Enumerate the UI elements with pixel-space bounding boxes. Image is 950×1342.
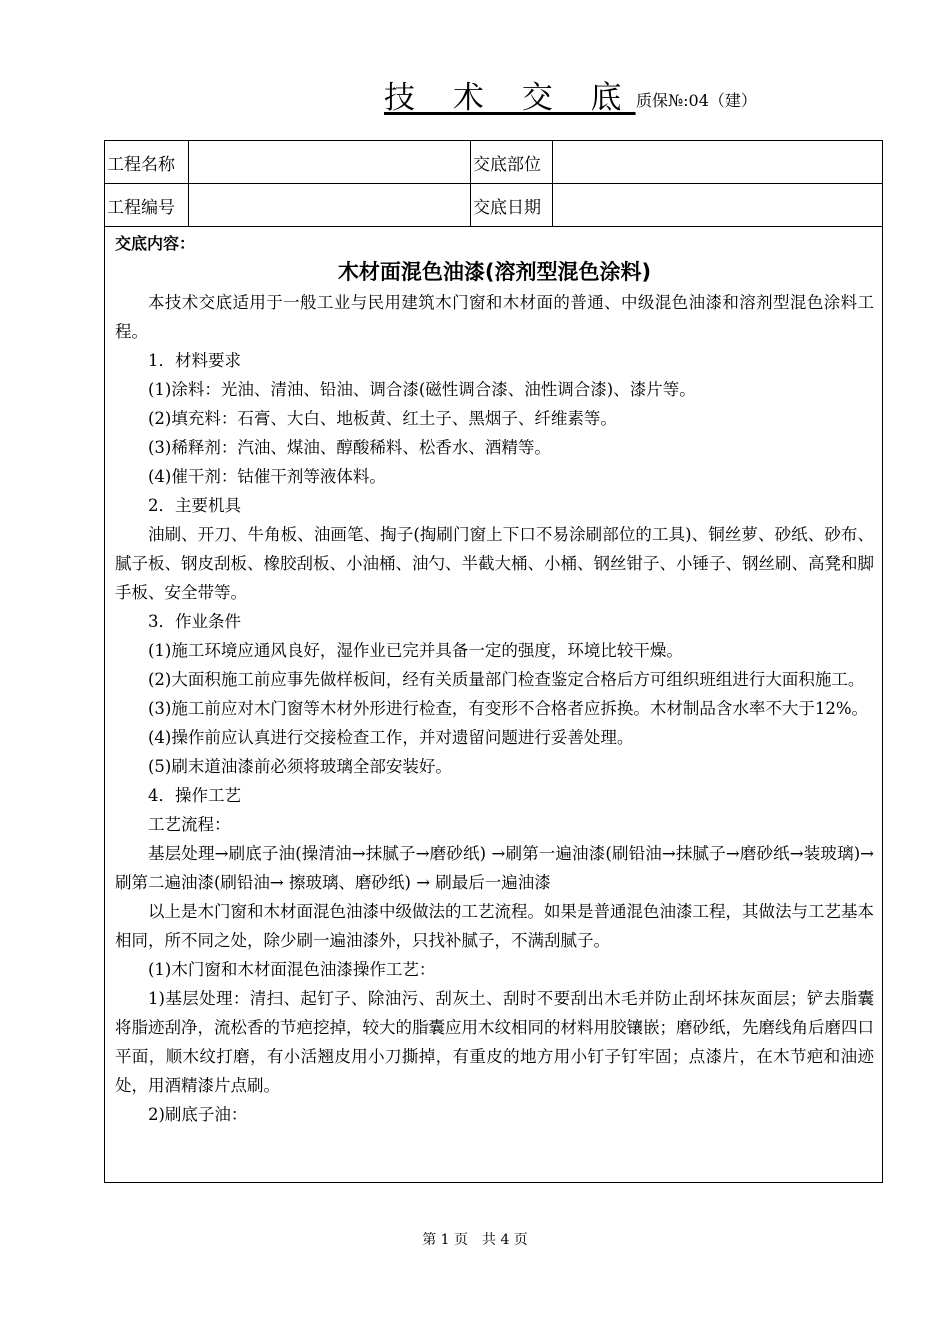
project-name-label: 工程名称 [105,141,189,183]
paragraph: 2)刷底子油： [148,1105,248,1124]
paragraph: (2)填充料：石膏、大白、地板黄、红土子、黑烟子、纤维素等。 [148,409,617,428]
content-title: 木材面混色油漆(溶剂型混色涂料) [337,260,652,284]
content-section-label: 交底内容： [115,234,196,253]
paragraph: 工艺流程： [148,815,231,834]
paragraph: 本技术交底适用于一般工业与民用建筑木门窗和木材面的普通、中级混色油漆和溶剂型混色涂料工程。 [115,293,874,341]
disclosure-content [115,227,874,1129]
paragraph: (3)稀释剂：汽油、煤油、醇酸稀料、松香水、酒精等。 [148,438,551,457]
disclosure-part-field[interactable] [553,141,882,183]
paragraph: (2)大面积施工前应事先做样板间，经有关质量部门检查鉴定合格后方可组织班组进行大面积施工。 [148,670,865,689]
paragraph: (3)施工前应对木门窗等木材外形进行检查，有变形不合格者应拆换。木材制品含水率不大于12%。 [148,699,869,718]
project-name-field[interactable] [189,141,471,183]
info-row-1 [105,141,882,184]
paragraph: 1．材料要求 [148,351,241,370]
paragraph: 油刷、开刀、牛角板、油画笔、掏子(掏刷门窗上下口不易涂刷部位的工具)、铜丝萝、砂纸、砂布、腻子板、钢皮刮板、橡胶刮板、小油桶、油勺、半截大桶、小桶、钢丝钳子、小锤子、钢丝刷、高凳和脚手板、安全带等。 [115,525,874,602]
disclosure-form [104,140,883,1183]
paragraph: (1)涂料：光油、清油、铅油、调合漆(磁性调合漆、油性调合漆)、漆片等。 [148,380,696,399]
page-number: 第 1 页 共 4 页 [422,1232,528,1248]
info-row-2 [105,184,882,227]
project-number-label: 工程编号 [105,184,189,226]
paragraph: (1)木门窗和木材面混色油漆操作工艺： [148,960,436,979]
paragraph: 2．主要机具 [148,496,241,515]
disclosure-part-label: 交底部位 [471,141,553,183]
paragraph: 1)基层处理：清扫、起钉子、除油污、刮灰土、刮时不要刮出木毛并防止刮坏抹灰面层；铲去脂囊将脂迹刮净，流松香的节疤挖掉，较大的脂囊应用木纹相同的材料用胶镶嵌；磨砂纸，先磨线角后磨四口平面，顺木纹打磨，有小活翘皮用小刀撕掉，有重皮的地方用小钉子钉牢固；点漆片，在木节疤和油迹处，用酒精漆片点刷。 [115,989,874,1095]
paragraph: 4．操作工艺 [148,786,241,805]
paragraph: (4)操作前应认真进行交接检查工作，并对遗留问题进行妥善处理。 [148,728,634,747]
paragraph: 基层处理→刷底子油(操清油→抹腻子→磨砂纸) →刷第一遍油漆(刷铅油→抹腻子→磨砂纸→装玻璃)→刷第二遍油漆(刷铅油→ 擦玻璃、磨砂纸) → 刷最后一遍油漆 [115,844,874,892]
page-header [0,80,950,120]
paragraph: (4)催干剂：钴催干剂等液体料。 [148,467,386,486]
paragraph: (1)施工环境应通风良好，湿作业已完并具备一定的强度，环境比较干燥。 [148,641,683,660]
project-number-field[interactable] [189,184,471,226]
paragraph: (5)刷末道油漆前必须将玻璃全部安装好。 [148,757,452,776]
document-title: 技 术 交 底 [384,80,636,116]
disclosure-date-label: 交底日期 [471,184,553,226]
document-number: 质保№:04（建） [636,91,757,110]
paragraph: 3．作业条件 [148,612,241,631]
paragraph: 以上是木门窗和木材面混色油漆中级做法的工艺流程。如果是普通混色油漆工程，其做法与工艺基本相同，所不同之处，除少刷一遍油漆外，只找补腻子，不满刮腻子。 [115,902,874,950]
disclosure-date-field[interactable] [553,184,882,226]
